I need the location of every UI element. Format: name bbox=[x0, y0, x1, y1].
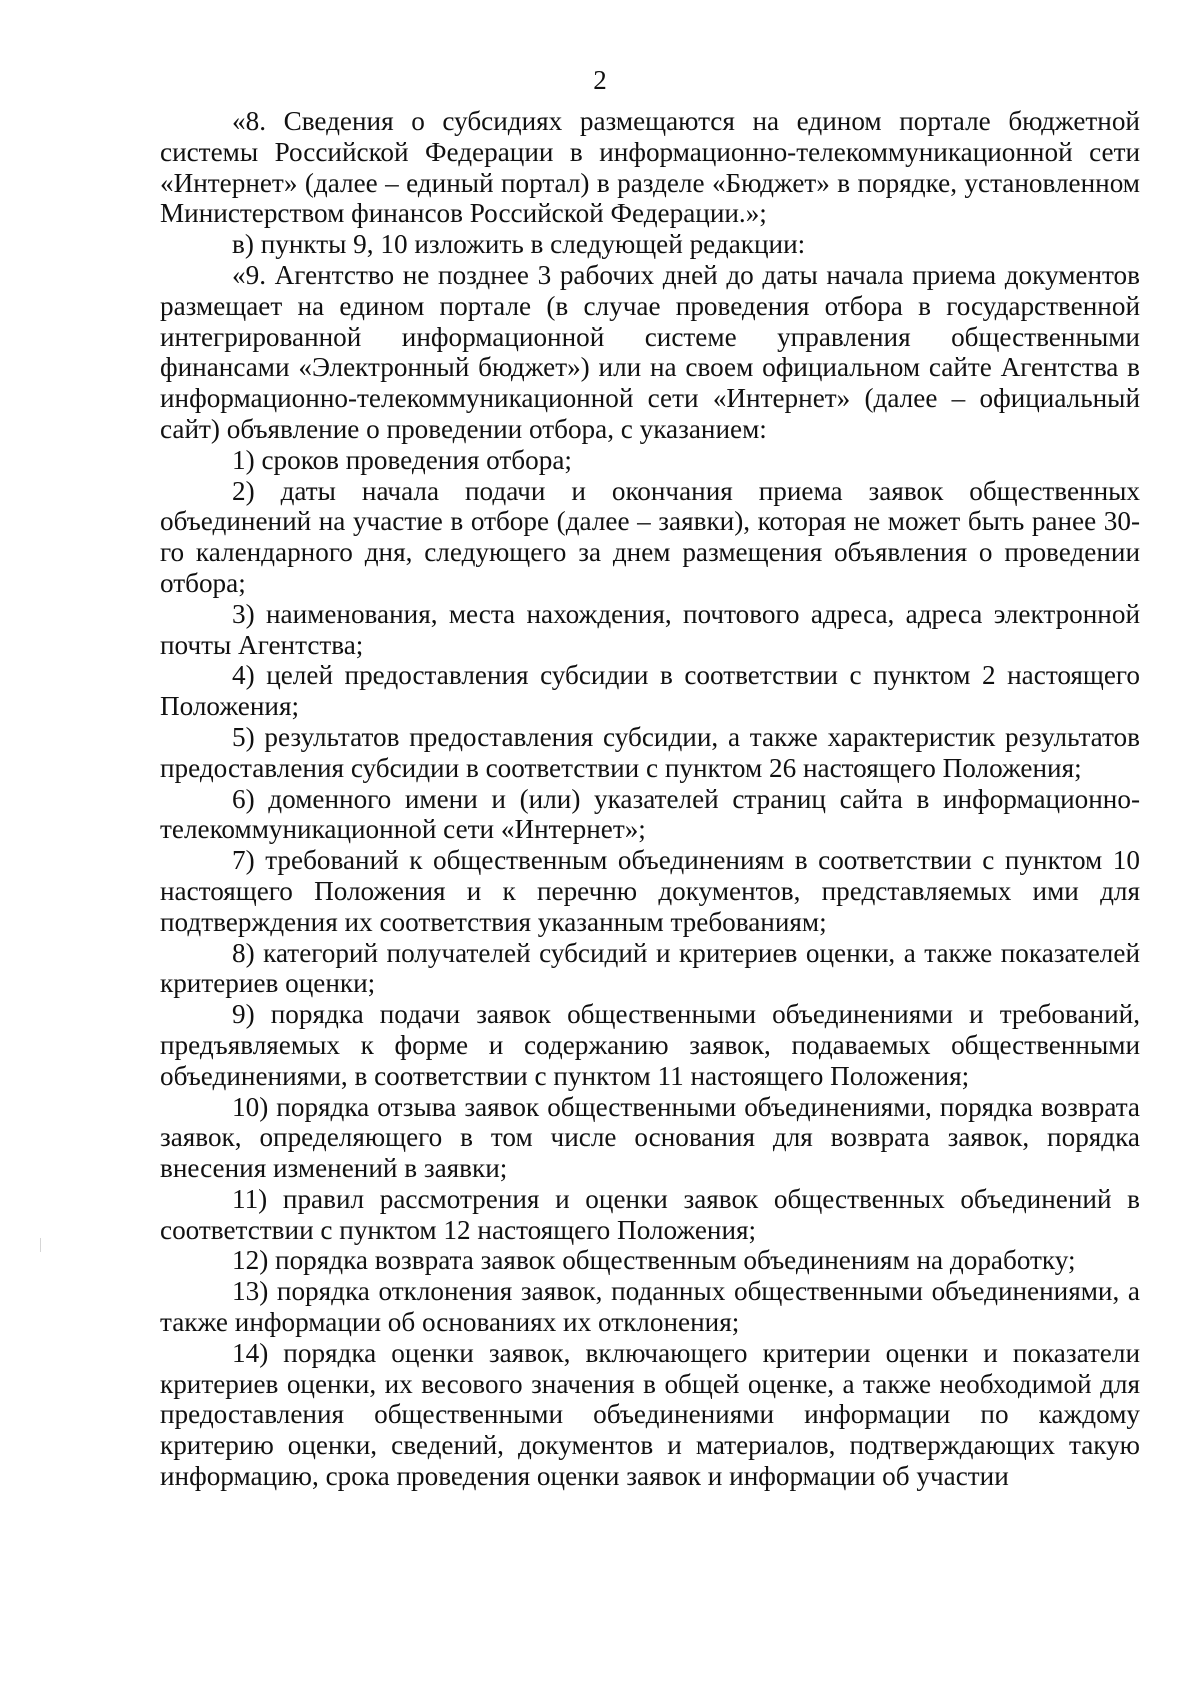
list-item-2: 2) даты начала подачи и окончания приема заявок общественных объединений на участие в отборе (далее – заявки), которая не может быть ранее 30-го календарного дня, следующего за днем размещения объявления о проведении отбора; bbox=[160, 475, 1140, 598]
list-item-13: 13) порядка отклонения заявок, поданных общественными объединениями, а также информации об основаниях их отклонения; bbox=[160, 1276, 1140, 1338]
list-item-11: 11) правил рассмотрения и оценки заявок общественных объединений в соответствии с пунктом 12 настоящего Положения; bbox=[160, 1183, 1140, 1245]
list-item-12: 12) порядка возврата заявок общественным объединениям на доработку; bbox=[232, 1245, 1076, 1276]
list-item-5: 5) результатов предоставления субсидии, а также характеристик результатов предоставления субсидии в соответствии с пунктом 26 настоящего Положения; bbox=[160, 721, 1140, 783]
list-item-7: 7) требований к общественным объединениям в соответствии с пунктом 10 настоящего Положения и к перечню документов, представляемых ими для подтверждения их соответствия указанным требованиям; bbox=[160, 845, 1140, 937]
paragraph-9-announcement: «9. Агентство не позднее 3 рабочих дней до даты начала приема документов размещает на едином портале (в случае проведения отбора в государственной интегрированной информационной системе управления общественными финансами «Электронный бюджет») или на своем официальном сайте Агентства в информационно-телекоммуникационной сети «Интернет» (далее – официальный сайт) объявление о проведении отбора, с указанием: bbox=[160, 259, 1140, 444]
list-item-10: 10) порядка отзыва заявок общественными объединениями, порядка возврата заявок, определяющего в том числе основания для возврата заявок, порядка внесения изменений в заявки; bbox=[160, 1091, 1140, 1184]
list-item-8: 8) категорий получателей субсидий и критериев оценки, а также показателей критериев оценки; bbox=[160, 937, 1140, 999]
list-item-4: 4) целей предоставления субсидии в соответствии с пунктом 2 настоящего Положения; bbox=[160, 660, 1140, 722]
page-number: 2 bbox=[593, 65, 607, 95]
list-item-6: 6) доменного имени и (или) указателей страниц сайта в информационно-телекоммуникационной сети «Интернет»; bbox=[160, 783, 1140, 845]
list-item-9: 9) порядка подачи заявок общественными объединениями и требований, предъявляемых к форме и содержанию заявок, подаваемых общественными объединениями, в соответствии с пунктом 11 настоящего Положения; bbox=[160, 999, 1140, 1091]
scan-artifact-mark bbox=[40, 1238, 41, 1252]
paragraph-amend-points: в) пункты 9, 10 изложить в следующей редакции: bbox=[232, 229, 806, 260]
document-body bbox=[160, 106, 1140, 1492]
list-item-3: 3) наименования, места нахождения, почтового адреса, адреса электронной почты Агентства; bbox=[160, 598, 1140, 660]
paragraph-8-info-subsidies: «8. Сведения о субсидиях размещаются на едином портале бюджетной системы Российской Федерации в информационно-телекоммуникационной сети «Интернет» (далее – единый портал) в разделе «Бюджет» в порядке, установленном Министерством финансов Российской Федерации.»; bbox=[160, 106, 1140, 229]
list-item-14: 14) порядка оценки заявок, включающего критерии оценки и показатели критериев оценки, их весового значения в общей оценке, а также необходимой для предоставления общественными объединениями информации по каждому критерию оценки, сведений, документов и материалов, подтверждающих такую информацию, срока проведения оценки заявок и информации об участии bbox=[160, 1337, 1140, 1492]
list-item-1: 1) сроков проведения отбора; bbox=[232, 444, 572, 475]
